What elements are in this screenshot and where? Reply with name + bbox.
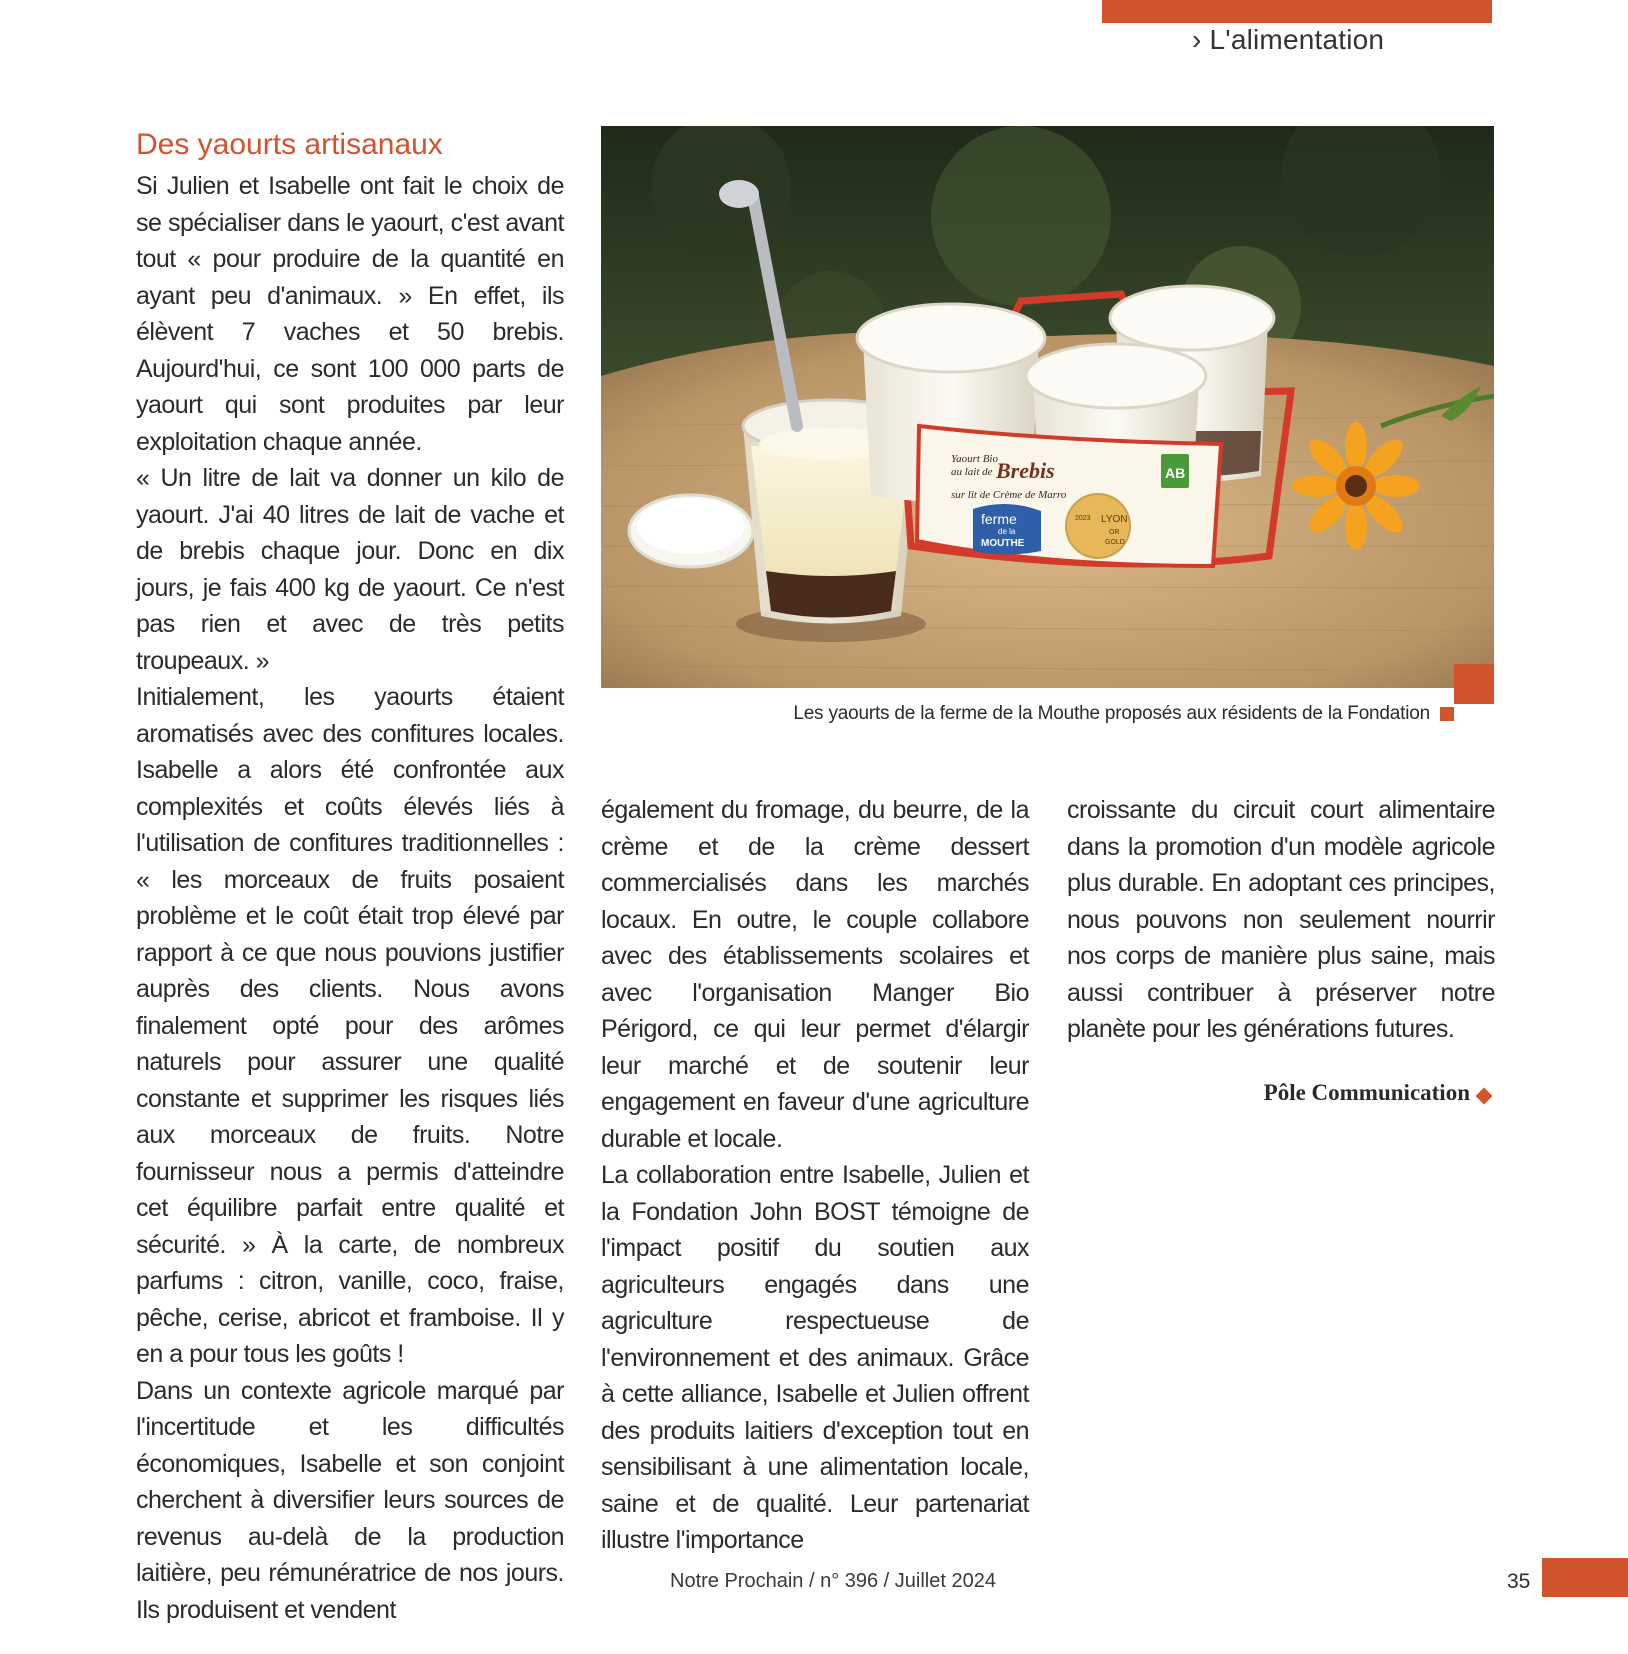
svg-text:AB: AB (1165, 465, 1186, 481)
svg-text:Brebis: Brebis (996, 458, 1055, 483)
svg-text:2023: 2023 (1075, 515, 1091, 522)
diamond-icon (1476, 1088, 1493, 1105)
gold-medal-icon (1066, 494, 1130, 558)
paragraph: La collaboration entre Isabelle, Julien et la Fondation John BOST témoigne de l'impact positif du soutien aux agriculteurs engagés dans une agriculture respectueuse de l'environnement et des animaux. Grâce à cette alliance, Isabelle et Julien offrent des produits laitiers d'exception tout en sensibilisant à une alimentation locale, saine et de qualité. Leur partenariat illustre l'importance (601, 1161, 1029, 1554)
svg-text:sur lit de Crème de Marro: sur lit de Crème de Marro (951, 489, 1067, 501)
svg-text:LYON: LYON (1101, 514, 1128, 525)
svg-text:ferme: ferme (981, 511, 1017, 527)
paragraph: croissante du circuit court alimentaire dans la promotion d'un modèle agricole plus durable. En adoptant ces principes, nous pouvons non seulement nourrir nos corps de manière plus saine, mais aussi contribuer à préserver notre planète pour les générations futures. (1067, 796, 1495, 1043)
paragraph: également du fromage, du beurre, de la crème et de la crème dessert commercialisés dans les marchés locaux. En outre, le couple collabore avec des établissements scolaires et avec l'organisation Manger Bio Périgord, ce qui leur permet d'élargir leur marché et de soutenir leur engagement en faveur d'une agriculture durable et locale. (601, 796, 1029, 1153)
paragraph: Initialement, les yaourts étaient aromatisés avec des confitures locales. Isabelle a alors été confrontée aux complexités et coûts élevés liés à l'utilisation de confitures traditionnelles : « les morceaux de fruits posaient problème et le coût était trop élevé par rapport à ce que nous pouvions justifier auprès des clients. Nous avons finalement opté pour des arômes naturels pour assurer une qualité constante et supprimer les risques liés aux morceaux de fruits. Notre fournisseur nous a permis d'atteindre cet équilibre parfait entre qualité et sécurité. » À la carte, de nombreux parfums : citron, vanille, coco, fraise, pêche, cerise, abricot et framboise. Il y en a pour tous les goûts ! (136, 683, 564, 1368)
author-signature: Pôle Communication (1263, 1080, 1470, 1105)
svg-text:MOUTHE: MOUTHE (981, 538, 1025, 549)
page-number: 35 (1507, 1570, 1531, 1593)
header-accent-bar (1102, 0, 1492, 23)
footer-publication: Notre Prochain / n° 396 / Juillet 2024 (670, 1570, 996, 1592)
svg-text:de la: de la (998, 527, 1016, 536)
yogurt-photo (601, 126, 1494, 688)
article-column-1 (136, 168, 564, 1628)
section-label: › L'alimentation (1192, 24, 1385, 55)
svg-text:Yaourt Bio: Yaourt Bio (951, 453, 998, 465)
article-heading: Des yaourts artisanaux (136, 128, 443, 161)
article-column-3 (1067, 792, 1495, 1048)
photo-caption: Les yaourts de la ferme de la Mouthe proposés aux résidents de la Fondation (793, 703, 1430, 724)
svg-text:OR: OR (1109, 529, 1120, 536)
svg-text:au lait de: au lait de (951, 466, 993, 478)
svg-text:GOLD: GOLD (1105, 539, 1125, 546)
paragraph: Si Julien et Isabelle ont fait le choix de se spécialiser dans le yaourt, c'est avant tout « pour produire de la quantité en ayant peu d'animaux. » En effet, ils élèvent 7 vaches et 50 brebis. Aujourd'hui, ce sont 100 000 parts de yaourt qui sont produites par leur exploitation chaque année. (136, 172, 564, 456)
paragraph: Dans un contexte agricole marqué par l'incertitude et les difficultés économiques, Isabelle et son conjoint cherchent à diversifier leurs sources de revenus au-delà de la production laitière, peu rémunératrice de nos jours. Ils produisent et vendent (136, 1376, 564, 1624)
article-column-2 (601, 792, 1029, 1559)
footer-accent-bar (1542, 1558, 1628, 1597)
photo-corner-accent (1454, 664, 1494, 704)
paragraph: « Un litre de lait va donner un kilo de yaourt. J'ai 40 litres de lait de vache et de brebis chaque jour. Donc en dix jours, je fais 400 kg de yaourt. Ce n'est pas rien et avec de très petits troupeaux. » (136, 464, 564, 675)
caption-square-icon (1440, 707, 1454, 721)
